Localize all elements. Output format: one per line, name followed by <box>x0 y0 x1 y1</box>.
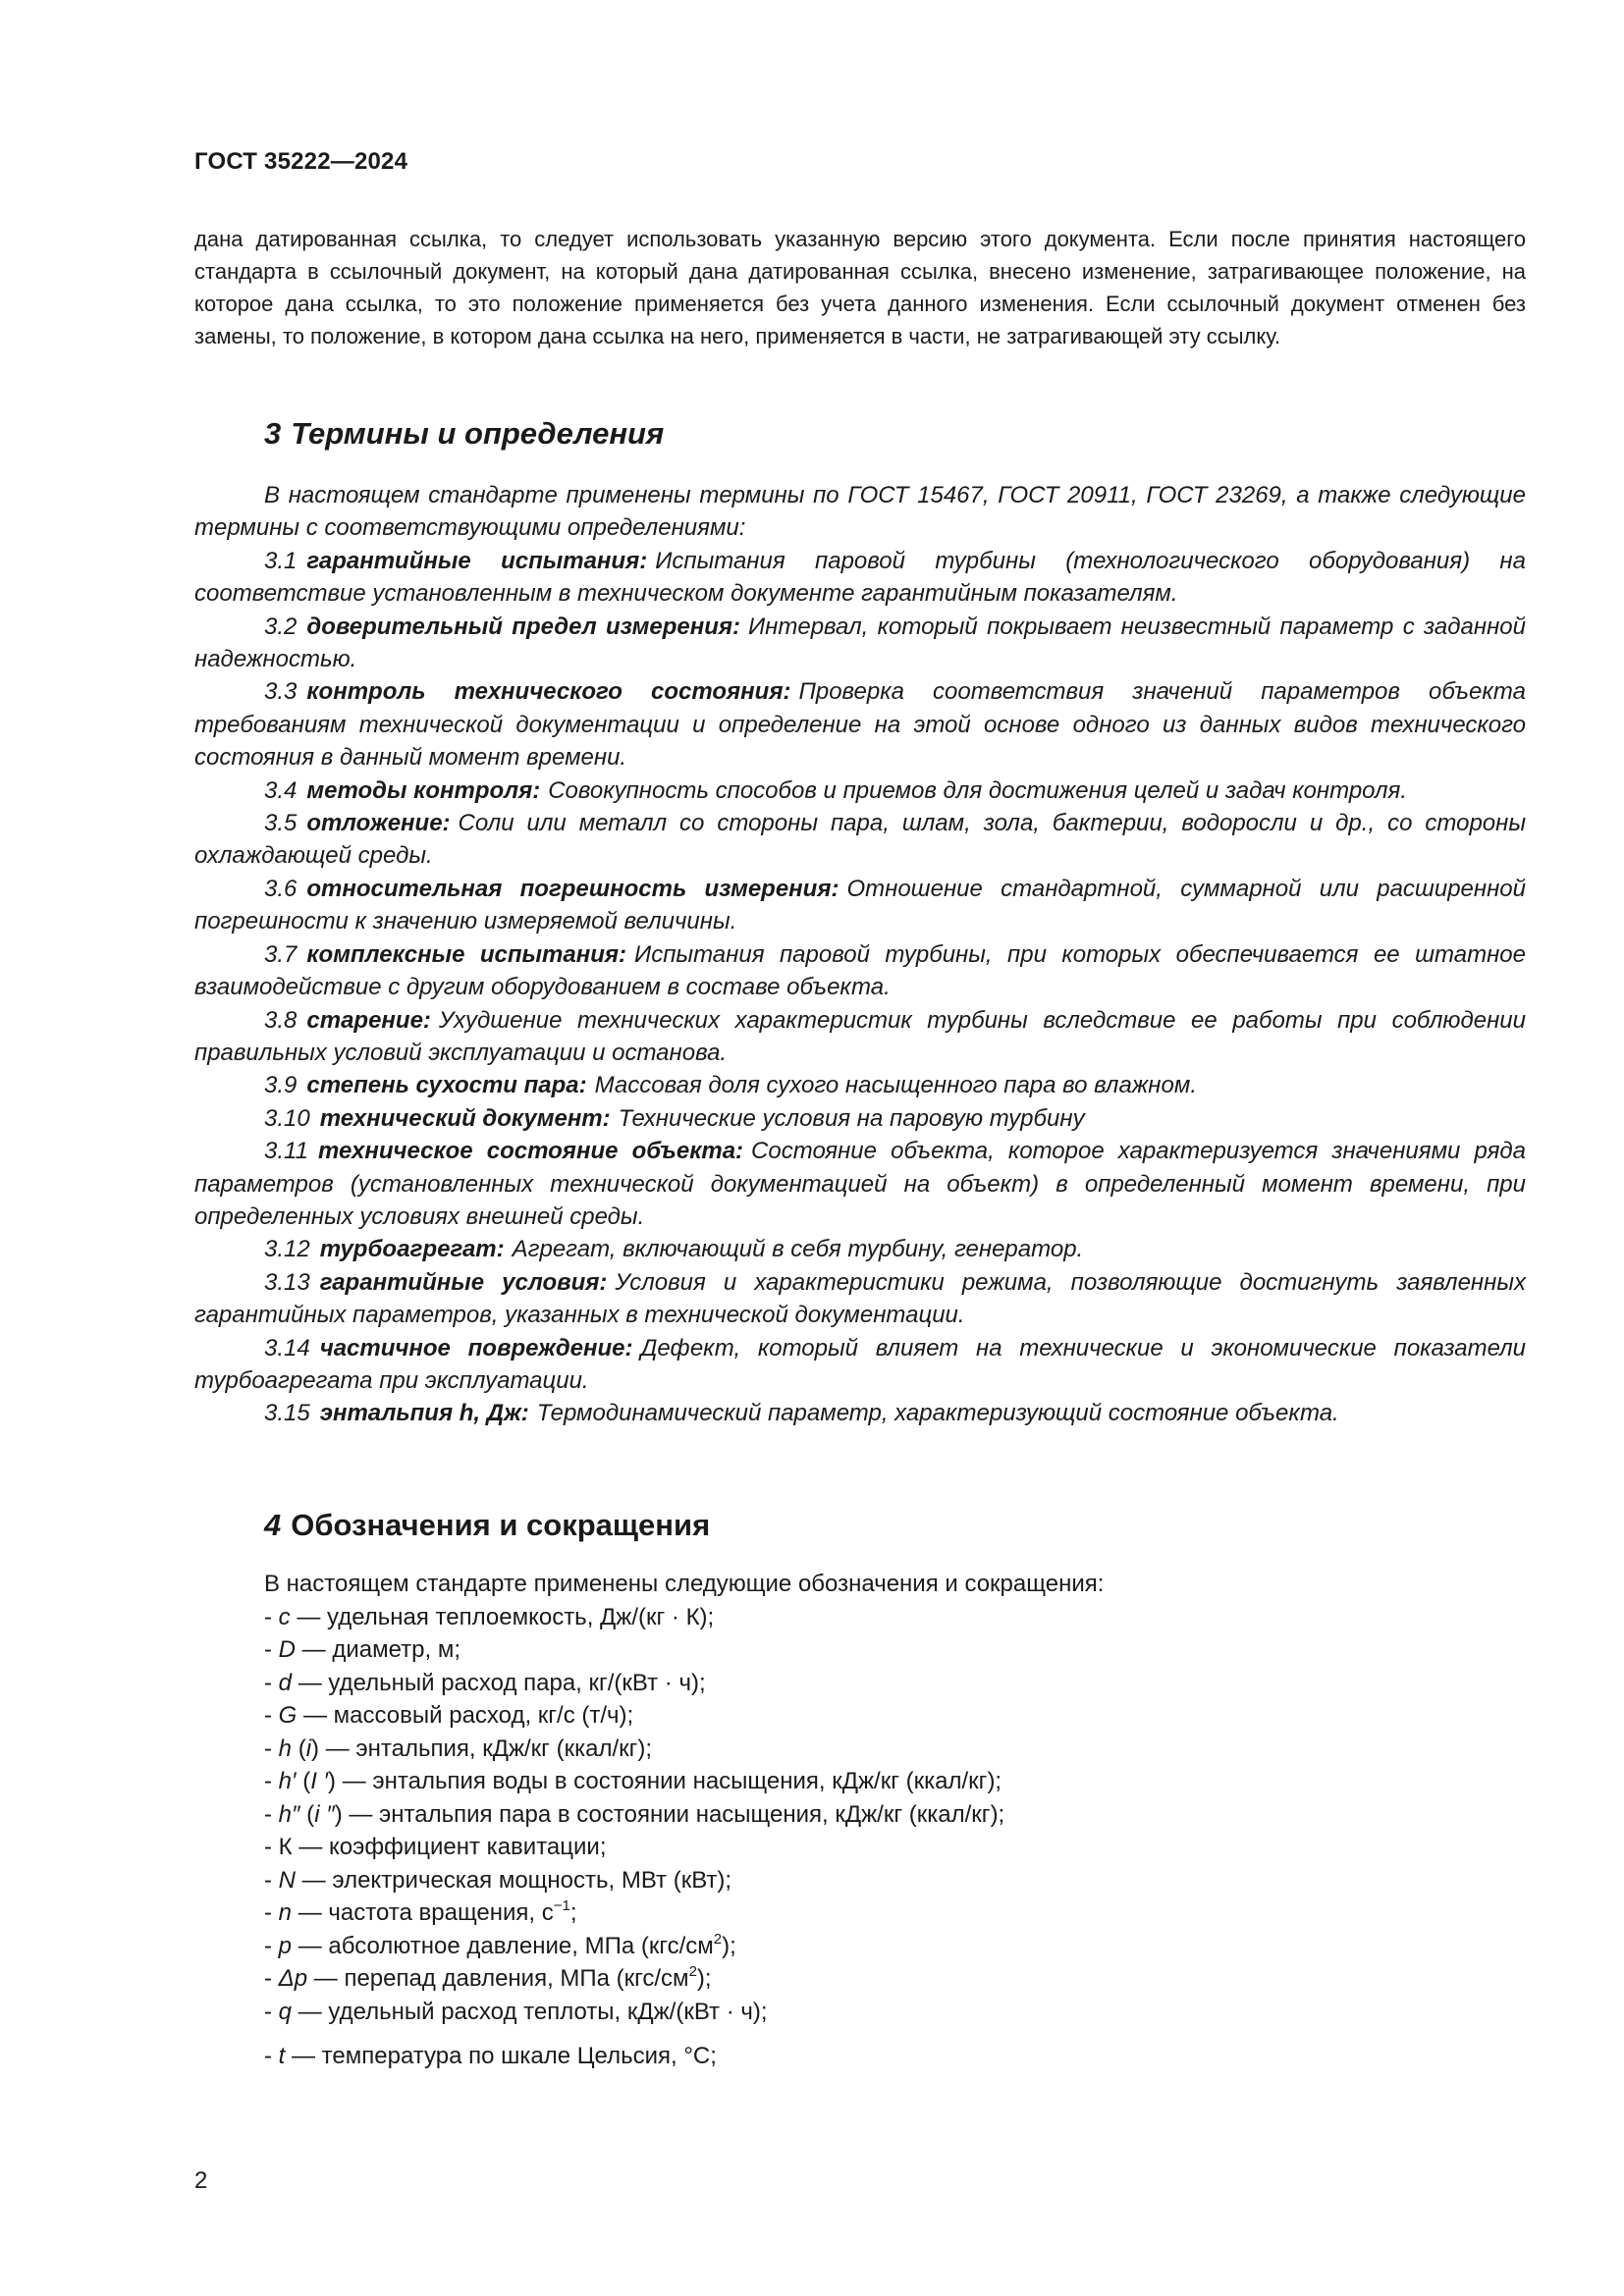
section-3-number: 3 <box>264 416 282 451</box>
term-item: 3.1 гарантийные испытания: Испытания паровой турбины (технологического оборудования) на соответствие установленным в техническом документе гарантийным показателям. <box>194 547 1526 608</box>
term-definition: Технические условия на паровую турбину <box>618 1104 1085 1132</box>
term-definition: Отношение стандартной, суммарной или расширенной погрешности к значению измеряемой величины. <box>194 875 1526 935</box>
list-item: - d — удельный расход пара, кг/(кВт · ч); <box>264 1669 706 1696</box>
term-name: доверительный предел измерения: <box>306 613 740 640</box>
term-item: 3.7 комплексные испытания: Испытания паровой турбины, при которых обеспечивается ее штатное взаимодействие с другим оборудованием в составе объекта. <box>194 940 1526 1001</box>
term-definition: Дефект, который влияет на технические и экономические показатели турбоагрегата при эксплуатации. <box>194 1334 1526 1394</box>
section-4-title: Обозначения и сокращения <box>291 1508 711 1542</box>
intro-paragraph: дана датированная ссылка, то следует использовать указанную версию этого документа. Если после принятия настоящего стандарта в ссылочный документ, на который дана датированная ссылка, внесено изменение, затрагивающее положение, на которое дана ссылка, то это положение применяется без учета данного изменения. Если ссылочный документ отменен без замены, то положение, в котором дана ссылка на него, применяется в части, не затрагивающей эту ссылку. <box>194 227 1526 348</box>
terms-intro: В настоящем стандарте применены термины по ГОСТ 15467, ГОСТ 20911, ГОСТ 23269, а также следующие термины с соответствующими определениями: <box>194 482 1526 542</box>
term-name: технический документ: <box>319 1104 611 1132</box>
list-item: - q — удельный расход теплоты, кДж/(кВт · ч); <box>264 1998 768 2025</box>
term-name: относительная погрешность измерения: <box>306 875 839 902</box>
section-3-heading <box>264 416 664 452</box>
term-name: гарантийные условия: <box>319 1268 608 1296</box>
list-item: - D — диаметр, м; <box>264 1636 461 1663</box>
term-item: 3.8 старение: Ухудшение технических характеристик турбины вследствие ее работы при соблюдении правильных условий эксплуатации и останова. <box>194 1006 1526 1066</box>
standard-header: ГОСТ 35222—2024 <box>194 148 408 175</box>
term-definition: Соли или металл со стороны пара, шлам, зола, бактерии, водоросли и др., со стороны охлаждающей среды. <box>194 810 1526 870</box>
term-definition: Термодинамический параметр, характеризующий состояние объекта. <box>536 1400 1339 1427</box>
term-name: контроль технического состояния: <box>306 678 791 706</box>
term-item: 3.13 гарантийные условия: Условия и характеристики режима, позволяющие достигнуть заявленных гарантийных параметров, указанных в технической документации. <box>194 1268 1526 1329</box>
section-4-heading <box>264 1508 710 1543</box>
terms-list <box>194 479 1526 1430</box>
list-item: - c — удельная теплоемкость, Дж/(кг · К); <box>264 1603 715 1630</box>
page-number: 2 <box>194 2167 208 2194</box>
term-definition: Агрегат, включающий в себя турбину, генератор. <box>512 1236 1084 1263</box>
list-item: - n — частота вращения, $с^{-1}$; <box>264 1897 577 1926</box>
list-item: - Δp — перепад давления, МПа $(кгс/см^2)$; <box>264 1963 712 1992</box>
term-item: 3.2 доверительный предел измерения: Интервал, который покрывает неизвестный параметр с заданной надежностью. <box>194 613 1526 673</box>
term-name: частичное повреждение: <box>319 1334 633 1362</box>
term-item: 3.14 частичное повреждение: Дефект, который влияет на технические и экономические показатели турбоагрегата при эксплуатации. <box>194 1334 1526 1394</box>
list-item: - К — коэффициент кавитации; <box>264 1834 607 1860</box>
term-item: 3.3 контроль технического состояния: Проверка соответствия значений параметров объекта требованиям технической документации и определение на этой основе одного из данных видов технического состояния в данный момент времени. <box>194 678 1527 772</box>
list-item: - h′ (I ′) — энтальпия воды в состоянии насыщения, кДж/кг (ккал/кг); <box>264 1768 1002 1794</box>
term-name: техническое состояние объекта: <box>317 1138 744 1165</box>
term-definition: Испытания паровой турбины (технологического оборудования) на соответствие установленным в техническом документе гарантийным показателям. <box>194 547 1526 608</box>
term-item: 3.4 методы контроля: Совокупность способов и приемов для достижения целей и задач контроля. <box>264 776 1408 804</box>
list-item: - G — массовый расход, кг/с (т/ч); <box>264 1702 634 1729</box>
term-item: 3.6 относительная погрешность измерения: Отношение стандартной, суммарной или расширенной погрешности к значению измеряемой величины. <box>194 875 1526 935</box>
term-name: комплексные испытания: <box>306 940 627 968</box>
list-item: - p — абсолютное давление, МПа $(кгс/см^2)$; <box>264 1930 736 1959</box>
term-item: 3.10 технический документ: Технические условия на паровую турбину <box>264 1104 1085 1132</box>
term-name: степень сухости пара: <box>306 1072 587 1099</box>
term-name: отложение: <box>306 810 451 837</box>
section-3-title: Термины и определения <box>291 416 665 451</box>
list-item: - t — температура по шкале Цельсия, °С; <box>264 2043 717 2069</box>
term-definition: Массовая доля сухого насыщенного пара во влажном. <box>594 1072 1197 1099</box>
list-item: - h (i) — энтальпия, кДж/кг (ккал/кг); <box>264 1735 653 1762</box>
term-definition: Состояние объекта, которое характеризуется значениями ряда параметров (установленных технической документацией на объект) в определенный момент времени, при определенных условиях внешней среды. <box>194 1138 1526 1230</box>
term-definition: Условия и характеристики режима, позволяющие достигнуть заявленных гарантийных параметров, указанных в технической документации. <box>194 1268 1526 1329</box>
term-definition: Совокупность способов и приемов для достижения целей и задач контроля. <box>548 776 1408 804</box>
term-item: 3.11 техническое состояние объекта: Состояние объекта, которое характеризуется значениями ряда параметров (установленных технической документацией на объект) в определенный момент времени, при определенных условиях внешней среды. <box>194 1138 1526 1230</box>
term-name: методы контроля: <box>306 776 541 804</box>
list-item: - h″ (i ″) — энтальпия пара в состоянии насыщения, кДж/кг (ккал/кг); <box>264 1800 1005 1828</box>
term-item: 3.9 степень сухости пара: Массовая доля сухого насыщенного пара во влажном. <box>264 1072 1197 1099</box>
term-item: 3.12 турбоагрегат: Агрегат, включающий в себя турбину, генератор. <box>264 1236 1084 1263</box>
section-4-number: 4 <box>264 1508 282 1542</box>
list-item: - N — электрическая мощность, МВт (кВт); <box>264 1866 732 1894</box>
symbols-intro: В настоящем стандарте применены следующие обозначения и сокращения: <box>264 1571 1105 1597</box>
term-name: турбоагрегат: <box>319 1236 505 1263</box>
term-item: 3.15 энтальпия h, Дж: Термодинамический параметр, характеризующий состояние объекта. <box>264 1400 1339 1427</box>
term-name: старение: <box>306 1006 431 1034</box>
term-definition: Проверка соответствия значений параметров объекта требованиям технической документации и определение на этой основе одного из данных видов технического состояния в данный момент времени. <box>194 678 1527 772</box>
term-name: энтальпия h, Дж: <box>319 1400 529 1427</box>
term-name: гарантийные испытания: <box>306 547 648 574</box>
term-item: 3.5 отложение: Соли или металл со стороны пара, шлам, зола, бактерии, водоросли и др., со стороны охлаждающей среды. <box>194 810 1526 870</box>
symbols-list <box>264 1568 1526 2073</box>
term-definition: Испытания паровой турбины, при которых обеспечивается ее штатное взаимодействие с другим оборудованием в составе объекта. <box>194 940 1526 1001</box>
term-definition: Интервал, который покрывает неизвестный параметр с заданной надежностью. <box>194 613 1526 673</box>
term-definition: Ухудшение технических характеристик турбины вследствие ее работы при соблюдении правильных условий эксплуатации и останова. <box>194 1006 1526 1066</box>
